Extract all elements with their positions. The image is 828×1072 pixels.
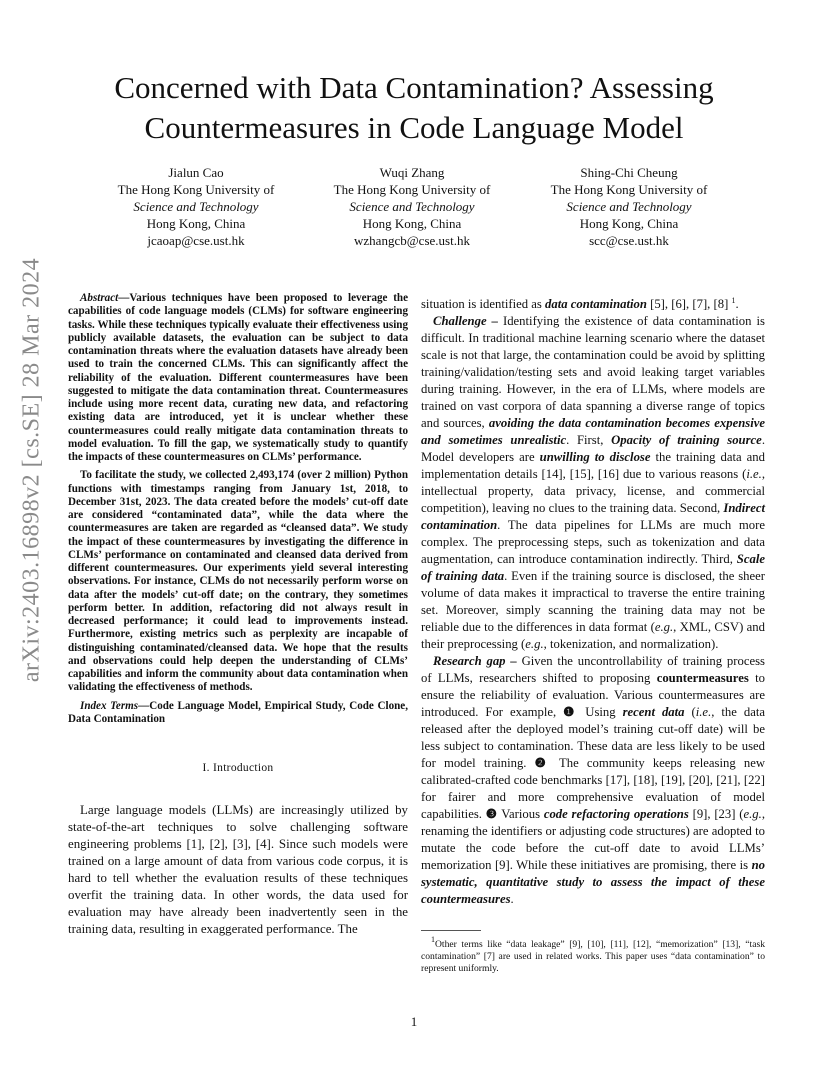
page-number: 1 [410,1014,418,1029]
footnote-rule [421,930,481,931]
footnote-marker: 1 [731,296,736,305]
intro-paragraph: Large language models (LLMs) are increasingly utilized by state-of-the-art techniques to solve challenging software engineering problems [1], [2], [3], [4]. Since such models were trained on a large amount of data from various code corpus, it is hard to tell whether the evaluation results of these techniques overfit the training data. In other words, the data used for evaluation may have already been inadvertently seen in the training data, resulting in exaggerated performance. The [68,803,408,936]
author-name: Shing-Chi Cheung [580,165,678,180]
index-terms: Index Terms—Code Language Model, Empirical Study, Code Clone, Data Contamination [68,699,408,725]
author-block-3 [524,164,734,249]
abstract-paragraph-2: To facilitate the study, we collected 2,493,174 (over 2 million) Python functions with timestamps ranging from January 1st, 2018, to December 31st, 2023. The data created before the models’ cut-off date are considered “contaminated data”, while the data where the countermeasures are taken are regarded as “cleansed data”. We study the impact of these countermeasures by investigating the difference in CLMs’ performance on contaminated and cleansed data derived from different countermeasures. Our experiments yield several interesting observations. For instance, CLMs do not necessarily perform worse on data after the models’ cut-off date; on the contrary, they sometimes perform better. In addition, refactoring did not always result in decreased performance; it could lead to improvements instead. Furthermore, existing metrics such as perplexity are incapable of distinguishing contaminated/cleansed data. We hope that the results and observations could help deepen the understanding of CLMs’ capabilities and inform the community about data contamination when validating the effectiveness of methods. [68,469,408,694]
left-column [68,292,408,938]
number-two-icon: ❷ [534,756,552,770]
author-affiliation-2: Science and Technology [133,199,259,214]
abstract-label: Abstract [80,292,119,304]
right-column [421,292,765,975]
author-name: Jialun Cao [168,165,224,180]
author-affiliation: The Hong Kong University of [333,182,491,197]
author-affiliation-2: Science and Technology [566,199,692,214]
arxiv-stamp-text: arXiv:2403.16898v2 [cs.SE] 28 Mar 2024 [18,257,45,683]
index-terms-label: Index Terms [80,699,139,712]
author-name: Wuqi Zhang [379,165,445,180]
number-one-icon: ❶ [563,705,579,719]
challenge-label: Challenge – [433,314,498,328]
section-heading: I. Introduction [202,762,274,774]
author-email: wzhangcb@cse.ust.hk [354,233,470,248]
author-location: Hong Kong, China [579,216,679,231]
continuation-paragraph: situation is identified as data contamination [5], [6], [7], [8] $^1$. [421,296,739,311]
footnote: $^1$Other terms like “data leakage” [9], [10], [11], [12], “memorization” [13], “task contamination” [7] are used in related works. This paper uses “data contamination” to represent uniformly. [421,935,765,974]
author-location: Hong Kong, China [146,216,246,231]
challenge-paragraph: Challenge – Identifying the existence of data contamination is difficult. In traditional machine learning scenario where the dataset scale is not that large, the contamination could be avoid by splitting training/validation/testing sets and avoid leaking target variables during training. However, in the era of LLMs, where models are trained on vast corpora of data spanning a diverse range of topics and sources, avoiding the data contamination becomes expensive and sometimes unrealistic. First, Opacity of training source. Model developers are unwilling to disclose the training data and implementation details [14], [15], [16] due to various reasons (i.e., intellectual property, data privacy, license, and commercial competition), leaving no clues to the training data. Second, Indirect contamination. The data pipelines for LLMs are much more complex. The preprocessing steps, such as tokenization and data augmentation, can introduce contamination indirectly. Third, Scale of training data. Even if the training source is disclosed, the sheer volume of data makes it impractical to traverse the entire training set. Moreover, simply scanning the training data may not be reliable due to the differences in data format (e.g., XML, CSV) and their preprocessing (e.g., tokenization, and normalization). [421,314,765,651]
author-affiliation-2: Science and Technology [349,199,475,214]
author-location: Hong Kong, China [362,216,462,231]
author-email: jcaoap@cse.ust.hk [147,233,245,248]
author-affiliation: The Hong Kong University of [550,182,708,197]
footnote-number: 1 [431,935,435,944]
research-gap-label: Research gap – [433,654,517,668]
number-three-icon: ❸ [485,807,498,821]
author-affiliation: The Hong Kong University of [117,182,275,197]
author-block-2 [307,164,517,249]
author-email: scc@cse.ust.hk [589,233,669,248]
research-gap-paragraph: Research gap – Given the uncontrollability of training process of LLMs, researchers shifted to proposing countermeasures to ensure the reliability of evaluation. Various countermeasures are introduced. For example, ❶ Using recent data (i.e., the data released after the deployed model’s training cut-off date) will be less subject to contamination. These data are less likely to be used for model training. ❷ The community keeps releasing new calibrated-crafted code benchmarks [17], [18], [19], [20], [21], [22] for fairer and more comprehensive evaluation of model capabilities. ❸ Various code refactoring operations [9], [23] (e.g., renaming the identifiers or adjusting code structures) are adopted to mutate the code before the cut-off date to avoid LLMs’ memorization [9]. While these initiatives are promising, there is no systematic, quantitative study to assess the impact of these countermeasures. [421,654,766,906]
abstract-paragraph: Abstract—Various techniques have been proposed to leverage the capabilities of code language models (CLMs) for software engineering tasks. While these techniques typically evaluate their effectiveness using publicly available datasets, the evaluation can be subject to data contamination threats where the evaluation datasets have already been used to train the concerned CLMs. This can significantly affect the reliability of the evaluation. Different countermeasures have been suggested to mitigate the data contamination threat. Countermeasures include using more recent data, curating new data, and refactoring existing data are introduced, yet it is unclear whether these countermeasures could really mitigate data contamination threats to model evaluation. To fill the gap, we systematically study to quantify the impacts of these countermeasures on CLMs’ performance. [68,292,408,463]
author-block-1 [91,164,301,249]
paper-title: Concerned with Data Contamination? Assessing Countermeasures in Code Language Model [114,70,714,145]
